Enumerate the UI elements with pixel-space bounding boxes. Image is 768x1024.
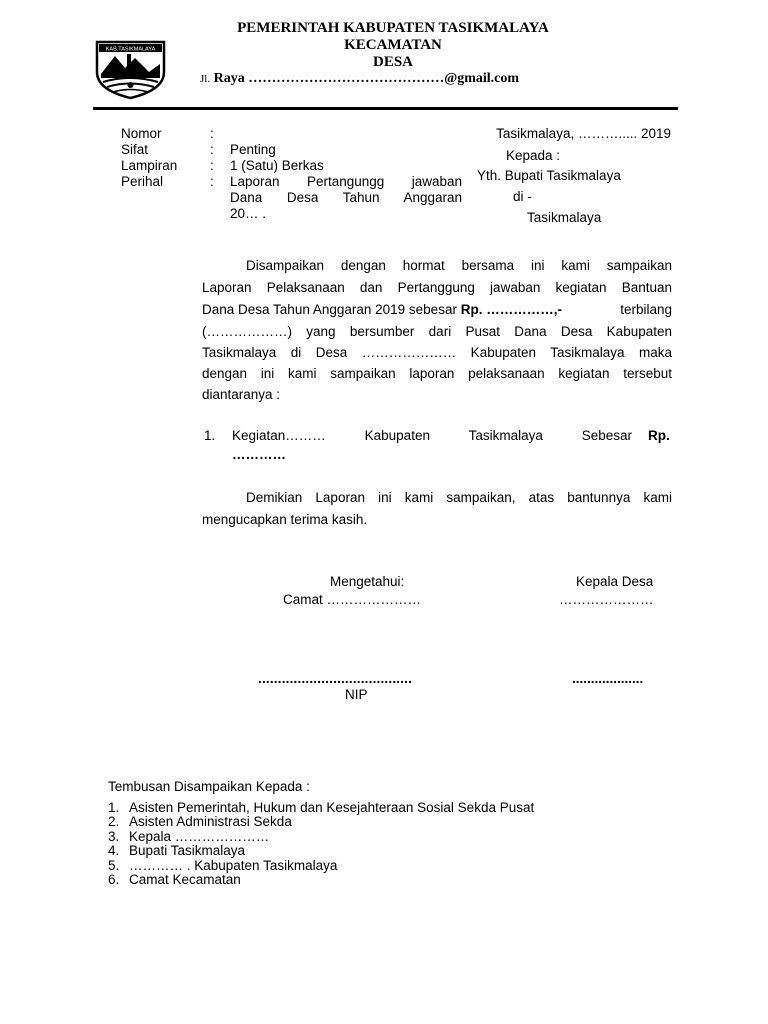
nomor-label: Nomor [121, 126, 162, 141]
list-item-number: 3. [108, 828, 120, 844]
header-divider [93, 107, 678, 110]
sifat-value: Penting [230, 142, 276, 157]
address-prefix: Jl. [200, 73, 211, 85]
perihal-colon: : [210, 174, 214, 189]
perihal-label: Perihal [121, 174, 164, 189]
kepada-label: Kepada : [506, 148, 561, 163]
header-line-kecamatan: KECAMATAN [344, 37, 442, 53]
tembusan-list [108, 801, 534, 887]
recipient-place: Tasikmalaya [527, 210, 602, 225]
p1-line-2: Laporan Pelaksanaan dan Pertanggung jawaban kegiatan Bantuan [202, 280, 672, 295]
p1-line-3 [202, 302, 672, 317]
p1-line-3-text: Dana Desa Tahun Anggaran 2019 sebesar [202, 302, 457, 317]
p1-line-6: dengan ini kami sampaikan laporan pelaksanaan kegiatan tersebut [202, 366, 672, 381]
p2-line-1: Demikian Laporan ini kami sampaikan, atas bantunnya kami [246, 490, 672, 505]
perihal-line-3: 20… . [230, 206, 267, 221]
list-item-text: Camat Kecamatan [129, 872, 241, 888]
item-amount: ………… [232, 447, 286, 462]
list-item-text: ………… . Kabupaten Tasikmalaya [129, 857, 338, 873]
header-address [200, 71, 519, 87]
sifat-label: Sifat [121, 142, 149, 157]
list-item-number: 5. [108, 857, 120, 873]
list-item [108, 830, 534, 844]
letter-date: Tasikmalaya, ………..... 2019 [496, 126, 671, 141]
tembusan-title: Tembusan Disampaikan Kepada : [108, 779, 310, 794]
list-item-number: 6. [108, 872, 120, 888]
list-item [108, 873, 534, 887]
nomor-colon: : [210, 126, 214, 141]
list-item-text: Bupati Tasikmalaya [129, 843, 246, 859]
logo-text: KAB.TASIKMALAYA [105, 46, 156, 53]
kepala-desa-name: ………………… [559, 592, 654, 607]
recipient-name: Yth. Bupati Tasikmalaya [477, 168, 621, 183]
regency-emblem-logo [93, 38, 168, 100]
list-item [108, 859, 534, 873]
lampiran-colon: : [210, 158, 214, 173]
p1-line-5: Tasikmalaya di Desa ………………… Kabupaten Tasikmalaya maka [202, 345, 672, 360]
header-line-government: PEMERINTAH KABUPATEN TASIKMALAYA [237, 20, 549, 36]
list-item-number: 4. [108, 843, 120, 859]
list-item [108, 844, 534, 858]
list-item-text: Asisten Pemerintah, Hukum dan Kesejahteraan Sosial Sekda Pusat [129, 800, 535, 815]
perihal-line-1: Laporan Pertangungg jawaban [230, 174, 462, 189]
lampiran-label: Lampiran [121, 158, 178, 173]
item-text: Kegiatan……… Kabupaten Tasikmalaya Sebesar [232, 428, 632, 443]
kepala-desa-label: Kepala Desa [576, 574, 654, 589]
perihal-line-2: Dana Desa Tahun Anggaran [230, 190, 462, 205]
p1-amount: Rp. ……………,- [460, 302, 562, 317]
lampiran-value: 1 (Satu) Berkas [230, 158, 324, 173]
list-item-number: 1. [108, 800, 120, 815]
list-item [108, 815, 534, 829]
p2-line-2: mengucapkan terima kasih. [202, 512, 368, 527]
camat-label: Camat ………………… [283, 592, 422, 607]
p1-line-4: (………………) yang bersumber dari Pusat Dana Desa Kabupaten [202, 324, 672, 339]
list-item-text: Kepala ………………… [129, 828, 270, 844]
nip-label: NIP [345, 687, 368, 702]
list-item-number: 2. [108, 814, 120, 830]
kepala-signature-line: ................... [572, 671, 644, 686]
p1-line-7: diantaranya : [202, 387, 281, 402]
list-item [108, 801, 534, 815]
p1-terbilang: terbilang [620, 302, 672, 317]
item-rp: Rp. [648, 428, 670, 443]
sifat-colon: : [210, 142, 214, 157]
header-line-desa: DESA [372, 54, 413, 70]
camat-signature-line: ....................................... [258, 671, 413, 686]
recipient-di: di - [513, 189, 532, 204]
p1-line-1: Disampaikan dengan hormat bersama ini kami sampaikan [246, 258, 672, 273]
item-number: 1. [204, 428, 216, 443]
mengetahui-label: Mengetahui: [330, 574, 405, 589]
list-item-text: Asisten Administrasi Sekda [129, 814, 292, 830]
address-main: Raya ……………………………………@gmail.com [213, 71, 520, 86]
